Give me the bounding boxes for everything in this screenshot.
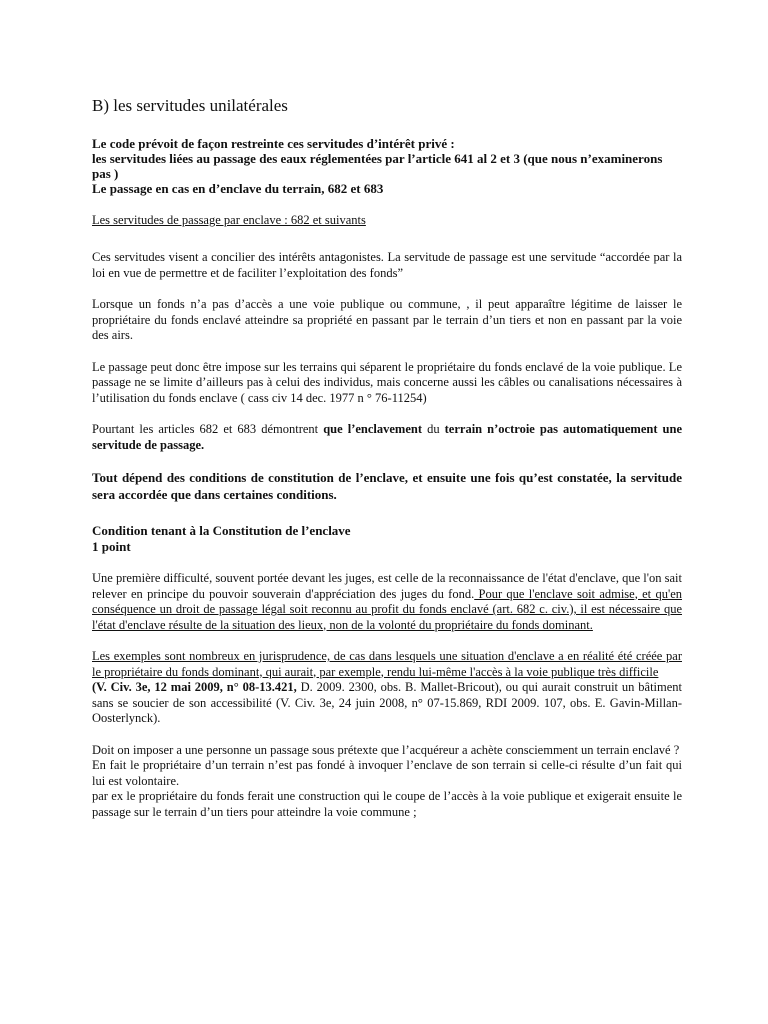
paragraph-2: Lorsque un fonds n’a pas d’accès a une voie publique ou commune, , il peut apparaître légitime de laisser le propriétaire du fonds enclavé atteindre sa propriété en passant par le terrain d’un tiers et non en passant par la voie des airs. bbox=[92, 297, 682, 342]
intro-line-3: Le passage en cas en d’enclave du terrain, 682 et 683 bbox=[92, 181, 384, 196]
intro-block bbox=[92, 136, 682, 196]
subheading: Les servitudes de passage par enclave : 682 et suivants bbox=[92, 213, 366, 227]
paragraph-4 bbox=[92, 422, 682, 453]
condition-point: 1 point bbox=[92, 538, 131, 554]
paragraph-7 bbox=[92, 649, 682, 727]
paragraph-4-part-d: terrain n’octroie pas automatiquement une servitude de passage. bbox=[92, 422, 682, 452]
paragraph-6 bbox=[92, 571, 682, 633]
condition-title: Condition tenant à la Constitution de l’enclave bbox=[92, 523, 351, 538]
paragraph-6-part-b: Pour que l'enclave soit admise, et qu'en conséquence un droit de passage légal soit reconnu au profit du fonds enclavé (art. 682 c. civ.), il est nécessaire que l'état d'enclave résulte de la situation des lieux, non de la volonté du propriétaire du fonds dominant. bbox=[92, 586, 683, 632]
section-title: B) les servitudes unilatérales bbox=[92, 96, 288, 115]
paragraph-3: Le passage peut donc être impose sur les terrains qui séparent le propriétaire du fonds enclavé de la voie publique. Le passage ne se limite d’ailleurs pas à celui des individus, mais concerne aussi les câbles ou canalisations nécessaires à l’utilisation du fonds enclave ( cass civ 14 dec. 1977 n ° 76-11254) bbox=[92, 359, 682, 405]
paragraph-5: Tout dépend des conditions de constitution de l’enclave, et ensuite une fois qu’est constatée, la servitude sera accordée que dans certaines conditions. bbox=[92, 470, 682, 502]
paragraph-7-part-c: D. 2009. 2300, obs. B. Mallet-Bricout), ou qui aurait construit un bâtiment sans se soucier de son accessibilité (V. Civ. 3e, 24 juin 2008, n° 07-15.869, RDI 2009. 107, obs. E. Gavin-Millan-Oosterlynck). bbox=[92, 680, 683, 725]
paragraph-7-part-b: (V. Civ. 3e, 12 mai 2009, n° 08-13.421, bbox=[92, 680, 297, 694]
paragraph-4-part-a: Pourtant les articles 682 et 683 démontrent bbox=[92, 422, 324, 436]
intro-line-1: Le code prévoit de façon restreinte ces servitudes d’intérêt privé : bbox=[92, 136, 455, 151]
paragraph-8-line-2: En fait le propriétaire d’un terrain n’est pas fondé à invoquer l’enclave de son terrain si celle-ci résulte d’un fait qui lui est volontaire. bbox=[92, 758, 682, 788]
paragraph-7-part-a: Les exemples sont nombreux en jurisprudence, de cas dans lesquels une situation d'enclave a en réalité été créée par le propriétaire du fonds dominant, qui aurait, par exemple, rendu lui-même l'accès à la voie publique très difficile bbox=[92, 649, 682, 679]
paragraph-8-line-3: par ex le propriétaire du fonds ferait une construction qui le coupe de l’accès à la voie publique et exigerait ensuite le passage sur le terrain d’un tiers pour atteindre la voie commune ; bbox=[92, 789, 682, 819]
paragraph-8 bbox=[92, 743, 682, 821]
intro-line-2: les servitudes liées au passage des eaux réglementées par l’article 641 al 2 et 3 (que nous n’examinerons pas ) bbox=[92, 151, 663, 181]
paragraph-8-line-1: Doit on imposer a une personne un passage sous prétexte que l’acquéreur a achète consciemment un terrain enclavé ? bbox=[92, 742, 680, 757]
paragraph-4-part-b: que l’enclavement bbox=[323, 422, 423, 436]
paragraph-4-part-c: du bbox=[422, 422, 445, 436]
paragraph-6-part-a: Une première difficulté, souvent portée devant les juges, est celle de la reconnaissance de l'état d'enclave, que l'on sait relever en principe du pouvoir souverain d'appréciation des juges du fond. bbox=[92, 571, 682, 601]
condition-heading bbox=[92, 523, 682, 554]
paragraph-1: Ces servitudes visent a concilier des intérêts antagonistes. La servitude de passage est une servitude “accordée par la loi en vue de permettre et de faciliter l’exploitation des fonds” bbox=[92, 250, 682, 280]
